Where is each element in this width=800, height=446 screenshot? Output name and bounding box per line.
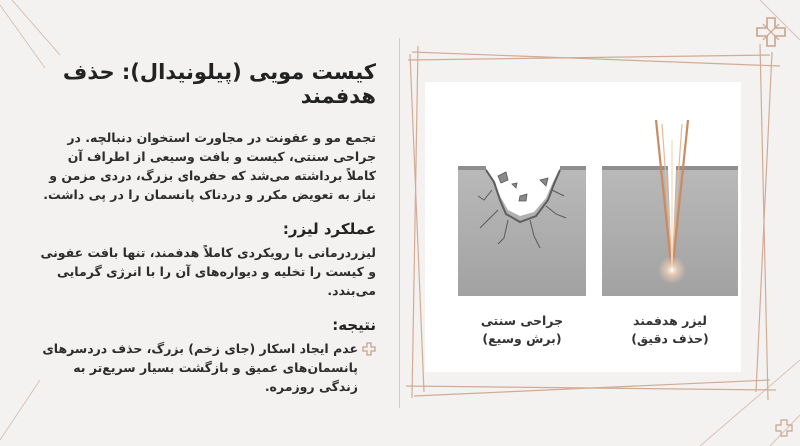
surgery-tissue-block xyxy=(458,166,586,296)
result-text: عدم ایجاد اسکار (جای زخم) بزرگ، حذف دردسرهای پانسمان‌های عمیق و بازگشت بسیار سریع‌تر به زندگی روزمره. xyxy=(42,341,358,394)
laser-text: لیزردرمانی با رویکردی کاملاً هدفمند، تنها بافت عفونی و کیست را تخلیه و دیواره‌های آن را با انرژی گرمایی می‌بندد. xyxy=(40,245,376,298)
laser-caption xyxy=(610,312,730,348)
laser-tissue-block xyxy=(602,120,738,296)
laser-heading: عملکرد لیزر: xyxy=(282,220,376,238)
page-title: کیست مویی (پیلونیدال): حذف هدفمند xyxy=(62,60,376,108)
surgery-caption xyxy=(462,312,582,348)
laser-caption-title: لیزر هدفمند xyxy=(633,313,707,328)
surgery-caption-title: جراحی سنتی xyxy=(480,313,564,328)
corner-logo-icon xyxy=(774,418,794,438)
result-heading: نتیجه: xyxy=(332,316,376,334)
surgery-caption-sub: (برش وسیع) xyxy=(482,331,562,346)
intro-paragraph: تجمع مو و عفونت در مجاورت استخوان دنبالچه. در جراحی سنتی، کیست و بافت وسیعی از اطراف آن کاملاً برداشته می‌شد که حفره‌ای بزرگ، دردی مزمن و نیاز به تعویض مکرر و دردناک پانسمان را در پی داشت. xyxy=(43,130,376,202)
laser-caption-sub: (حذف دقیق) xyxy=(631,331,709,346)
